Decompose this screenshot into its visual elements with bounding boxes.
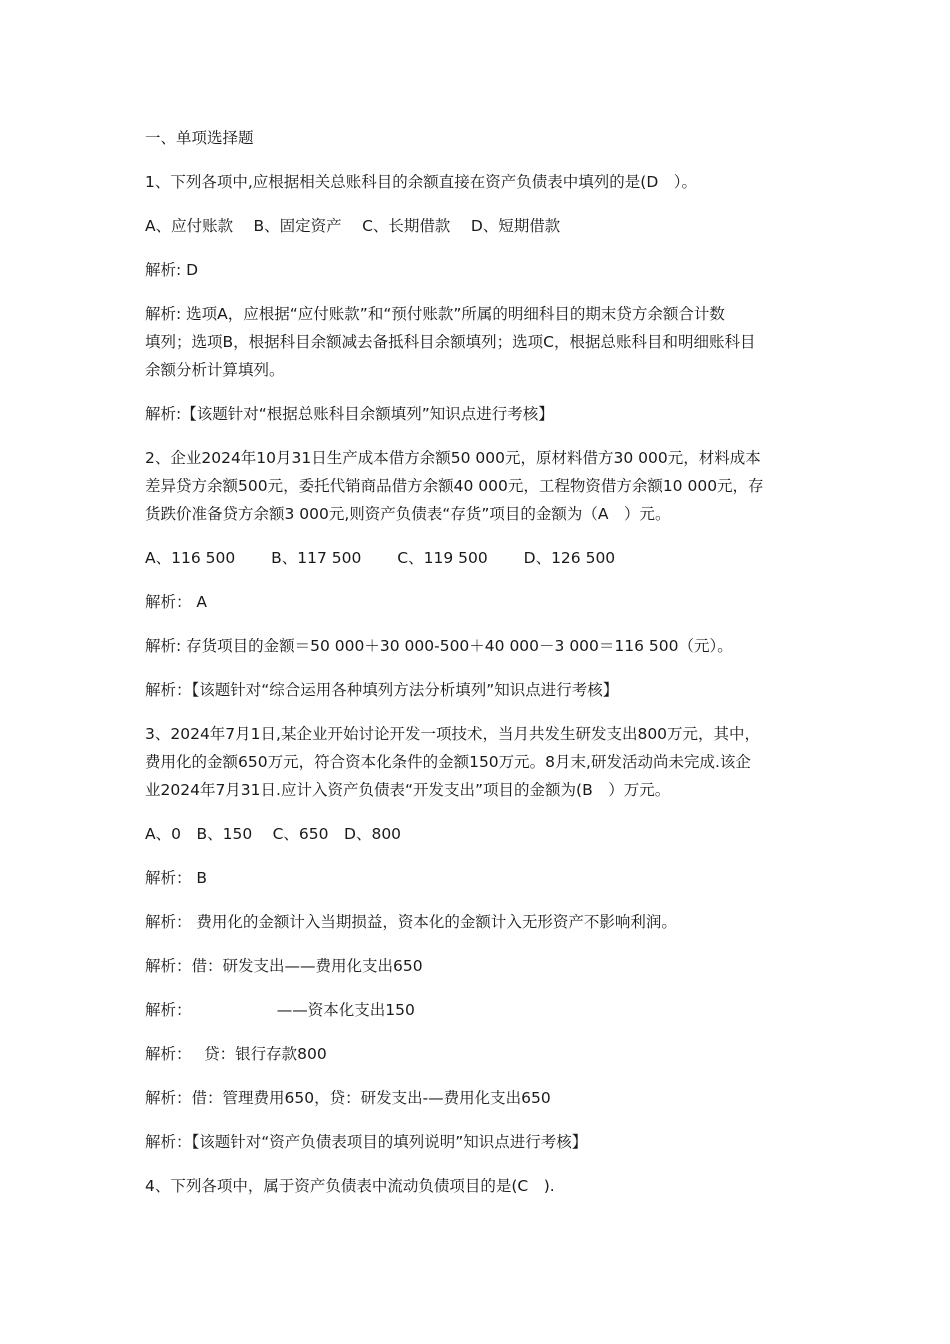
question-1-analysis bbox=[145, 300, 810, 384]
question-3-analysis: 解析： 费用化的金额计入当期损益，资本化的金额计入无形资产不影响利润。 bbox=[145, 913, 677, 931]
question-3-entry-3: 解析： 贷：银行存款800 bbox=[145, 1045, 327, 1063]
analysis-line: 解析: 选项A，应根据“应付账款”和“预付账款”所属的明细科目的期末贷方余额合计数 bbox=[145, 305, 725, 323]
question-1-options: A、应付账款 B、固定资产 C、长期借款 D、短期借款 bbox=[145, 217, 561, 235]
question-3-entry-4: 解析：借：管理费用650，贷：研发支出-—费用化支出650 bbox=[145, 1089, 551, 1107]
stem-line: 费用化的金额650万元，符合资本化条件的金额150万元。8月末,研发活动尚未完成.该企 bbox=[145, 753, 751, 771]
question-1-answer: 解析: D bbox=[145, 261, 199, 279]
stem-line: 3、2024年7月1日,某企业开始讨论开发一项技术，当月共发生研发支出800万元，其中， bbox=[145, 725, 761, 743]
question-3-entry-2: 解析： ——资本化支出150 bbox=[145, 1001, 415, 1019]
question-2-analysis: 解析: 存货项目的金额＝50 000＋30 000-500＋40 000－3 000＝116 500（元）。 bbox=[145, 637, 733, 655]
question-1-knowledge-point: 解析:【该题针对“根据总账科目余额填列”知识点进行考核】 bbox=[145, 405, 554, 423]
analysis-line: 余额分析计算填列。 bbox=[145, 361, 285, 379]
stem-line: 2、企业2024年10月31日生产成本借方余额50 000元，原材料借方30 000元，材料成本 bbox=[145, 449, 761, 467]
question-3-entry-1: 解析：借：研发支出——费用化支出650 bbox=[145, 957, 423, 975]
section-title: 一、单项选择题 bbox=[145, 129, 254, 147]
question-2-options: A、116 500 B、117 500 C、119 500 D、126 500 bbox=[145, 549, 616, 567]
question-4-stem: 4、下列各项中，属于资产负债表中流动负债项目的是(C ). bbox=[145, 1177, 555, 1195]
stem-line: 差异贷方余额500元，委托代销商品借方余额40 000元，工程物资借方余额10 000元，存 bbox=[145, 477, 764, 495]
question-3-answer: 解析： B bbox=[145, 869, 208, 887]
question-2-stem bbox=[145, 444, 810, 528]
document-body bbox=[145, 124, 810, 1200]
question-3-options: A、0 B、150 C、650 D、800 bbox=[145, 825, 402, 843]
analysis-line: 填列；选项B，根据科目余额减去备抵科目余额填列；选项C，根据总账科目和明细账科目 bbox=[145, 333, 756, 351]
question-3-knowledge-point: 解析：【该题针对“资产负债表项目的填列说明”知识点进行考核】 bbox=[145, 1133, 588, 1151]
question-2-knowledge-point: 解析：【该题针对“综合运用各种填列方法分析填列”知识点进行考核】 bbox=[145, 681, 619, 699]
question-2-answer: 解析： A bbox=[145, 593, 208, 611]
question-3-stem bbox=[145, 720, 810, 804]
stem-line: 货跌价准备贷方余额3 000元,则资产负债表“存货”项目的金额为（A ）元。 bbox=[145, 505, 671, 523]
stem-line: 业2024年7月31日.应计入资产负债表“开发支出”项目的金额为(B ）万元。 bbox=[145, 781, 671, 799]
question-1-stem: 1、下列各项中,应根据相关总账科目的余额直接在资产负债表中填列的是(D ）。 bbox=[145, 173, 698, 191]
